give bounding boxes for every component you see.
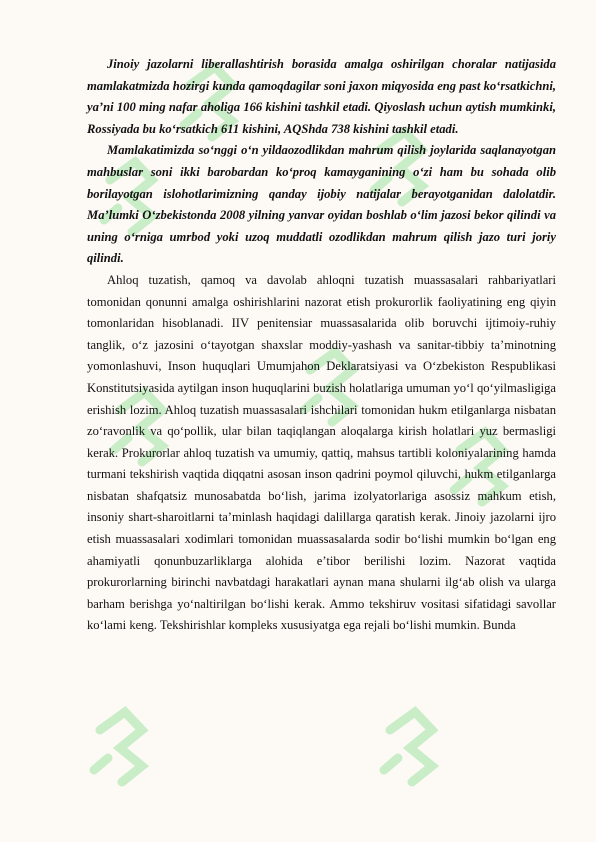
paragraph-death-penalty-abolition: Mamlakatimizda so‘nggi o‘n yildaozodlikdan mahrum qilish joylarida saqlanayotgan mahbuslar soni ikki barobardan ko‘proq kamayganining o‘zi ham bu sohada olib borilayotgan islohotlarimizning qanday ijobiy natijalar berayotganidan dalolatdir. Ma’lumki O‘zbekistonda 2008 yilning yanvar oyidan boshlab o‘lim jazosi bekor qilindi va uning o‘rniga umrbod yoki uzoq muddatli ozodlikdan mahrum qilish jazo turi joriy qilindi. xyxy=(87,143,556,266)
paragraph-prosecutor-oversight: Ahloq tuzatish, qamoq va davolab ahloqni tuzatish muassasalari rahbariyatlari tomonidan qonunni amalga oshirishlarini nazorat etish prokurorlik faoliyatining eng qiyin tomonlaridan hisoblanadi. IIV penitensiar muassasalarida olib boruvchi ijtimoiy-ruhiy tanglik, o‘z jazosini o‘tayotgan shaxslar moddiy-yashash va sanitar-tibbiy ta’minotning yomonlashuvi, Inson huquqlari Umumjahon Deklaratsiyasi va O‘zbekiston Respublikasi Konstitutsiyasida aytilgan inson huquqlarini buzish holatlariga umuman yo‘l qo‘yilmasligiga erishish lozim. Ahloq tuzatish muassasalari ishchilari tomonidan hukm etilganlarga nisbatan zo‘ravonlik va qo‘pollik, ular bilan taqiqlangan aloqalarga kirish holatlari yuz bermasligi kerak. Prokurorlar ahloq tuzatish va umumiy, qattiq, mahsus tartibli koloniyalarining hamda turmani tekshirish vaqtida diqqatni asosan inson qadrini poymol qiluvchi, hukm etilganlarga nisbatan shafqatsiz munosabatda bo‘lish, jarima izolyatorlariga asossiz mahkum etish, insoniy shart-sharoitlarni ta’minlash haqidagi dalillarga qaratish kerak. Jinoiy jazolarni ijro etish muassasalari xodimlari tomonidan muassasalarda sodir bo‘lishi mumkin bo‘lgan eng ahamiyatli qonunbuzarliklarga alohida e’tibor berilishi lozim. Nazorat vaqtida prokurorlarning birinchi navbatdagi harakatlari aynan mana shularni ilg‘ab olish va ularga barham berishga yo‘naltirilgan bo‘lishi kerak. Ammo tekshiruv vositasi sifatidagi savollar ko‘lami keng. Tekshirishlar kompleks xususiyatga ega rejali bo‘lishi mumkin. Bunda xyxy=(87,272,556,633)
paragraph-prison-statistics: Jinoiy jazolarni liberallashtirish borasida amalga oshirilgan choralar natijasida mamlakatmizda hozirgi kunda qamoqdagilar soni jaxon miqyosida eng past ko‘rsatkichni, ya’ni 100 ming nafar aholiga 166 kishini tashkil etadi. Qiyoslash uchun aytish mumkinki, Rossiyada bu ko‘rsatkich 611 kishini, AQShda 738 kishini tashkil etadi. xyxy=(87,57,556,136)
document-body xyxy=(87,54,556,637)
watermark-glyph-icon xyxy=(370,700,460,790)
watermark-glyph-icon xyxy=(80,700,170,790)
